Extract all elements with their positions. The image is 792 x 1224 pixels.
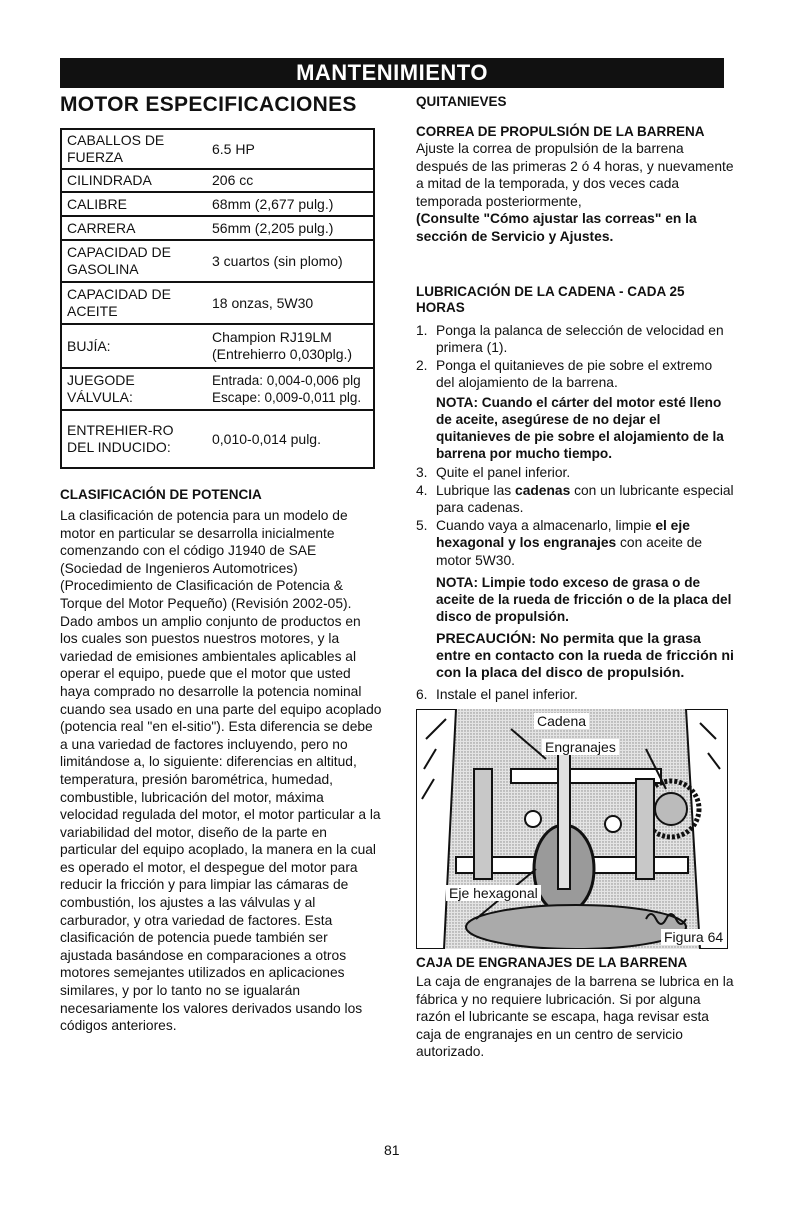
step-number: 4. [416, 482, 428, 498]
spec-key: JUEGODE VÁLVULA: [67, 372, 135, 405]
chain-lube-steps-cont [416, 464, 734, 570]
spec-value: 206 cc [212, 172, 254, 188]
hex-shaft-label: Eje hexagonal [446, 885, 541, 901]
left-column [60, 92, 382, 1035]
spec-row [61, 240, 374, 282]
gearbox-text: La caja de engranajes de la barrena se lubrica en la fábrica y no requiere lubricación. Si por alguna razón el lubricante se escapa, haga revisar esta caja de engranajes en un centro de servicio autorizado. [416, 974, 734, 1060]
auger-belt-text: Ajuste la correa de propulsión de la barrena después de las primeras 2 ó 4 horas, y nuevamente a mitad de la temporada, y dos veces cada temporada posteriormente, [416, 141, 734, 209]
step-number: 2. [416, 357, 428, 373]
figure-caption: Figura 64 [661, 929, 726, 945]
step-4 [416, 482, 734, 517]
spec-value: 3 cuartos (sin plomo) [212, 252, 343, 269]
step-1 [416, 322, 734, 357]
step-text: Quite el panel inferior. [436, 464, 571, 480]
snowthrower-heading: QUITANIEVES [416, 94, 507, 109]
step-2 [416, 357, 734, 392]
spec-row [61, 324, 374, 368]
chain-lube-steps [416, 322, 734, 392]
chain-lube-steps-end [416, 686, 734, 704]
crankcase-note: NOTA: Cuando el cárter del motor esté lleno de aceite, asegúrese de no dejar el quitanieves de pie sobre el alojamiento de la barrena por mucho tiempo. [436, 394, 724, 461]
step-text: Cuando vaya a almacenarlo, limpie el eje hexagonal y los engranajes con aceite de motor 5W30. [436, 517, 703, 568]
step-6 [416, 686, 734, 704]
step-5 [416, 517, 734, 570]
right-column [416, 92, 734, 1061]
step-text: Ponga el quitanieves de pie sobre el extremo del alojamiento de la barrena. [436, 357, 713, 391]
spec-row [61, 192, 374, 216]
chain-lube-title: LUBRICACIÓN DE LA CADENA - CADA 25 HORAS [416, 283, 685, 315]
step-number: 6. [416, 686, 428, 702]
spec-value: 6.5 HP [212, 140, 255, 157]
spec-row [61, 368, 374, 410]
spec-row [61, 410, 374, 468]
spec-key: CAPACIDAD DE GASOLINA [67, 244, 171, 277]
spec-value: 0,010-0,014 pulg. [212, 430, 321, 447]
spec-row [61, 169, 374, 192]
spec-row [61, 216, 374, 240]
step-number: 1. [416, 322, 428, 338]
step-number: 5. [416, 517, 428, 533]
spec-value: 56mm (2,205 pulg.) [212, 219, 334, 236]
spec-key: BUJÍA: [67, 337, 111, 354]
power-rating-title: CLASIFICACIÓN DE POTENCIA [60, 487, 262, 502]
power-rating-text: La clasificación de potencia para un modelo de motor en particular se desarrolla inicialmente comenzando con el código J1940 de SAE (Sociedad de Ingenieros Automotrices) (Procedimiento de Clasificación de Potencia & Torque del Motor Pequeño) (Revisión 2002-05). Dado ambos un amplio conjunto de productos en los cuales son puestos nuestros motores, y la variedad de emisiones ambientales aplicables al operar el equipo, puede que el motor que usted haya comprado no desarrolle la potencia nominal cuando sea usado en una parte del equipo acoplado (potencia real "en el-sitio"). Esta diferencia se debe a una variedad de factores incluyendo, pero no limitándose a, lo siguiente: diferencias en altitud, temperatura, presión barométrica, humedad, combustible, lubricación del motor, máxima velocidad regulada del motor, el motor particular a la variabilidad del motor, diseño de la parte en particular del equipo acoplado, la manera en la cual es operado el motor, el despegue del motor para reducir la fricción y para limpiar las cámaras de combustión, los ajustes a las válvulas y al carburador, y otra variedad de factores. Esta clasificación de potencia puede también ser ajustada basándose en comparaciones a otros motores semejantes utilizados en aplicaciones similares, y por lo tanto no se igualarán necesariamente los valores derivados usando los códigos anteriores. [60, 508, 382, 1034]
gearbox-title: CAJA DE ENGRANAJES DE LA BARRENA [416, 955, 688, 971]
chains-term: cadenas [515, 482, 571, 498]
auger-belt-reference: (Consulte "Cómo ajustar las correas" en la sección de Servicio y Ajustes. [416, 211, 697, 244]
spec-key: CILINDRADA [67, 172, 152, 188]
spec-value: 18 onzas, 5W30 [212, 294, 314, 311]
auger-belt-title: CORREA DE PROPULSIÓN DE LA BARRENA [416, 124, 705, 139]
step-text: Lubrique las cadenas con un lubricante especial para cadenas. [436, 482, 734, 516]
figure-64-drive-illustration [416, 709, 728, 949]
spec-row [61, 282, 374, 324]
spec-key: CARRERA [67, 219, 136, 236]
spec-key: CABALLOS DE FUERZA [67, 132, 165, 165]
spec-value: Champion RJ19LM (Entrehierro 0,030plg.) [212, 329, 353, 362]
shaft-gears-term: el eje hexagonal y los engranajes [436, 517, 690, 551]
gears-label: Engranajes [542, 739, 619, 755]
spec-key: CALIBRE [67, 195, 127, 212]
engine-spec-table [60, 128, 375, 469]
spec-key: ENTREHIER-RO DEL INDUCIDO: [67, 422, 174, 455]
spec-value: Entrada: 0,004-0,006 plg Escape: 0,009-0,011 plg. [212, 373, 362, 405]
engine-specs-title: MOTOR ESPECIFICACIONES [60, 93, 357, 116]
grease-note: NOTA: Limpie todo exceso de grasa o de aceite de la rueda de fricción o de la placa del disco de propulsión. [436, 574, 732, 624]
page-number: 81 [384, 1142, 400, 1158]
chain-label: Cadena [534, 713, 589, 729]
caution-note: PRECAUCIÓN: No permita que la grasa entre en contacto con la rueda de fricción ni con la placa del disco de propulsión. [436, 630, 734, 681]
spec-row [61, 129, 374, 169]
spec-key: CAPACIDAD DE ACEITE [67, 286, 171, 319]
step-number: 3. [416, 464, 428, 480]
step-text: Instale el panel inferior. [436, 686, 578, 702]
step-text: Ponga la palanca de selección de velocidad en primera (1). [436, 322, 724, 356]
step-3 [416, 464, 734, 482]
section-banner: MANTENIMIENTO [60, 58, 724, 88]
spec-value: 68mm (2,677 pulg.) [212, 195, 334, 212]
